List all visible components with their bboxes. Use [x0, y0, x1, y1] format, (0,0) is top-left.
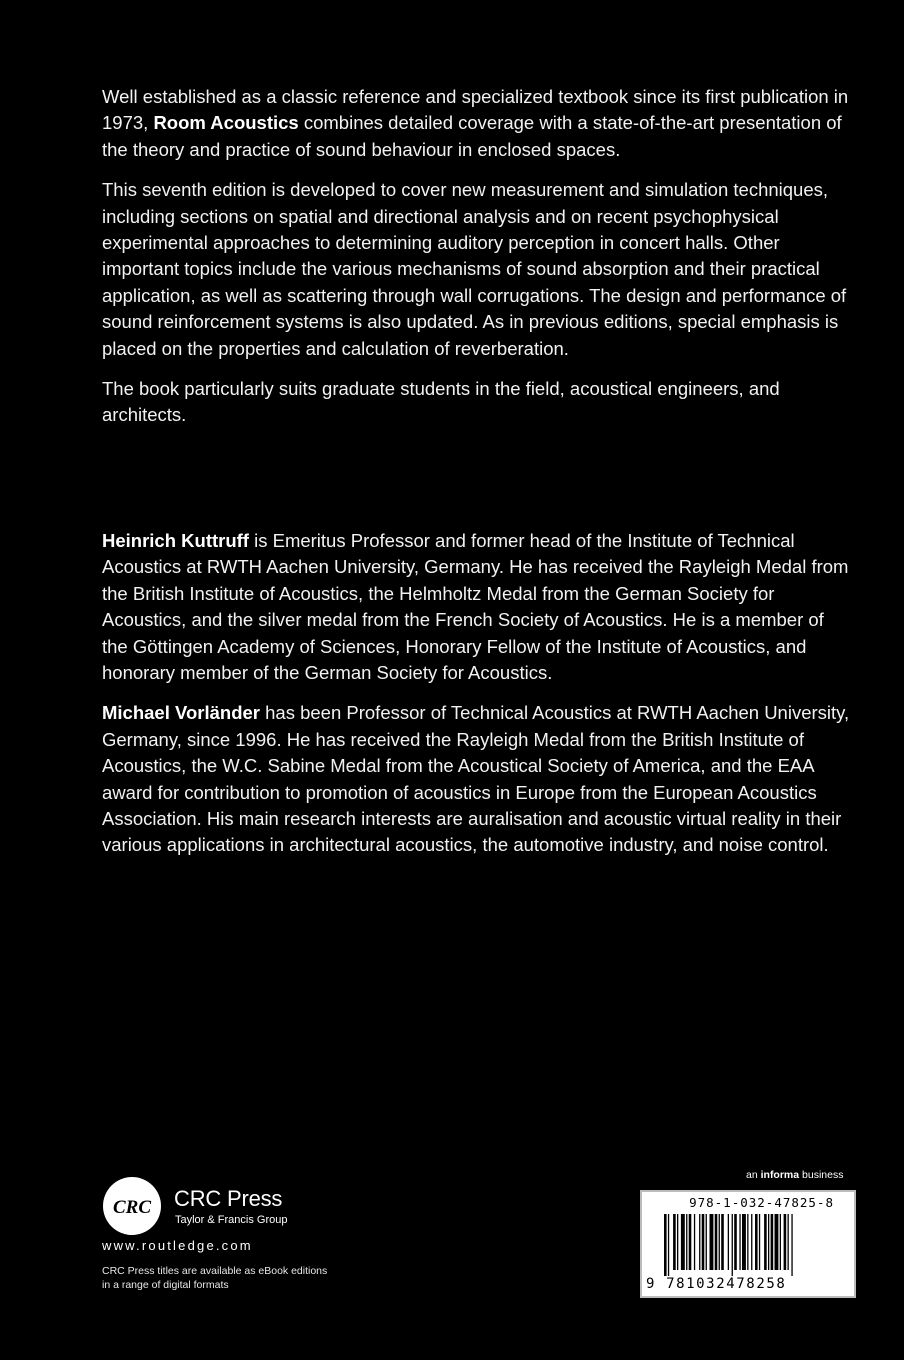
crc-press-logo-icon — [102, 1176, 162, 1236]
author-name: Heinrich Kuttruff — [102, 530, 249, 551]
barcode-bar — [734, 1214, 737, 1270]
barcode-bar — [686, 1214, 687, 1270]
barcode-bar — [751, 1214, 752, 1270]
barcode-bar — [791, 1214, 792, 1276]
barcode-icon — [664, 1214, 834, 1276]
barcode-bar — [710, 1214, 714, 1270]
barcode-bar — [706, 1214, 707, 1270]
barcode-bar — [721, 1214, 724, 1270]
logo-lettering: CRC — [112, 1197, 152, 1218]
isbn-number: 978-1-032-47825-8 — [689, 1195, 834, 1210]
publisher-website[interactable]: www.routledge.com — [102, 1238, 253, 1253]
barcode-bar — [759, 1214, 760, 1270]
barcode-bar — [742, 1214, 746, 1270]
barcode-bar — [768, 1214, 769, 1270]
barcode-bar — [784, 1214, 787, 1270]
barcode-bar — [719, 1214, 720, 1270]
barcode-bar — [664, 1214, 667, 1276]
barcode-bar — [732, 1214, 733, 1276]
tagline-brand: informa — [760, 1169, 800, 1181]
description-text: combines detailed coverage with a state-of-the-art presentation of the theory and practice of sound behaviour in enclosed spaces. — [102, 112, 842, 160]
ebook-note-line: CRC Press titles are available as eBook editions — [102, 1265, 328, 1277]
barcode-bar — [788, 1214, 789, 1270]
barcode-bar — [739, 1214, 740, 1270]
barcode-bar — [702, 1214, 705, 1270]
publisher-group: Taylor & Francis Group — [175, 1214, 288, 1226]
barcode-bar — [699, 1214, 700, 1270]
barcode-bar — [673, 1214, 676, 1270]
description-paragraph-2: This seventh edition is developed to cover new measurement and simulation techniques, including sections on spatial and directional analysis and on recent psychophysical experimental approaches to determining auditory perception in concert halls. Other important topics include the various mechanisms of sound absorption and their practical application, as well as scattering through wall corrugations. The design and performance of sound reinforcement systems is also updated. As in previous editions, special emphasis is placed on the properties and calculation of reverberation. — [102, 179, 847, 359]
ean-remaining-digits: 781032478258 — [666, 1276, 787, 1292]
ebook-note-line: in a range of digital formats — [102, 1279, 229, 1291]
author-name: Michael Vorländer — [102, 702, 260, 724]
publisher-name: CRC Press — [174, 1186, 283, 1211]
barcode-bar — [681, 1214, 685, 1270]
informa-tagline — [746, 1169, 843, 1181]
author-bio-text: has been Professor of Technical Acoustics at RWTH Aachen University, Germany, since 1996. He has received the Rayleigh Medal from the British Institute of Acoustics, the W.C. Sabine Medal from the Acoustical Society of America, and the EAA award for contribution to promotion of acoustics in Europe from the European Acoustics Association. His main research interests are auralisation and acoustic virtual reality in their various applications in architectural acoustics, the automotive industry, and noise control. — [102, 702, 850, 856]
barcode-bar — [771, 1214, 774, 1270]
barcode-bar — [668, 1214, 669, 1276]
barcode-bar — [780, 1214, 781, 1270]
barcode-bar — [715, 1214, 718, 1270]
description-paragraph-3: The book particularly suits graduate students in the field, acoustical engineers, and architects. — [102, 378, 780, 426]
author-bios — [102, 528, 854, 873]
barcode-bar — [755, 1214, 758, 1270]
barcode-bar — [694, 1214, 695, 1270]
barcode-bar — [775, 1214, 779, 1270]
author-bio-1 — [102, 528, 854, 686]
barcode-bar — [728, 1214, 729, 1270]
book-title: Room Acoustics — [153, 112, 299, 134]
isbn-barcode — [640, 1190, 856, 1298]
description-paragraph-1 — [102, 84, 854, 163]
ebook-note — [102, 1264, 362, 1292]
author-bio-text: is Emeritus Professor and former head of the Institute of Technical Acoustics at RWTH Aachen University, Germany. He has received the Rayleigh Medal from the British Institute of Acoustics, the Helmholtz Medal from the German Society for Acoustics, and the silver medal from the French Society of Acoustics. He is a member of the Göttingen Academy of Sciences, Honorary Fellow of the Institute of Acoustics, and honorary member of the German Society for Acoustics. — [102, 530, 849, 684]
barcode-bar — [677, 1214, 678, 1270]
author-bio-2 — [102, 700, 854, 858]
tagline-text: business — [799, 1169, 844, 1181]
tagline-text: an — [746, 1169, 761, 1181]
barcode-bar — [747, 1214, 748, 1270]
description-text: Well established as a classic reference and specialized textbook since its first publication in 1973, — [102, 86, 849, 134]
barcode-bar — [689, 1214, 692, 1270]
barcode-bar — [764, 1214, 767, 1270]
book-description — [102, 84, 854, 443]
ean-first-digit: 9 — [646, 1276, 657, 1292]
ean-digits — [646, 1276, 846, 1292]
